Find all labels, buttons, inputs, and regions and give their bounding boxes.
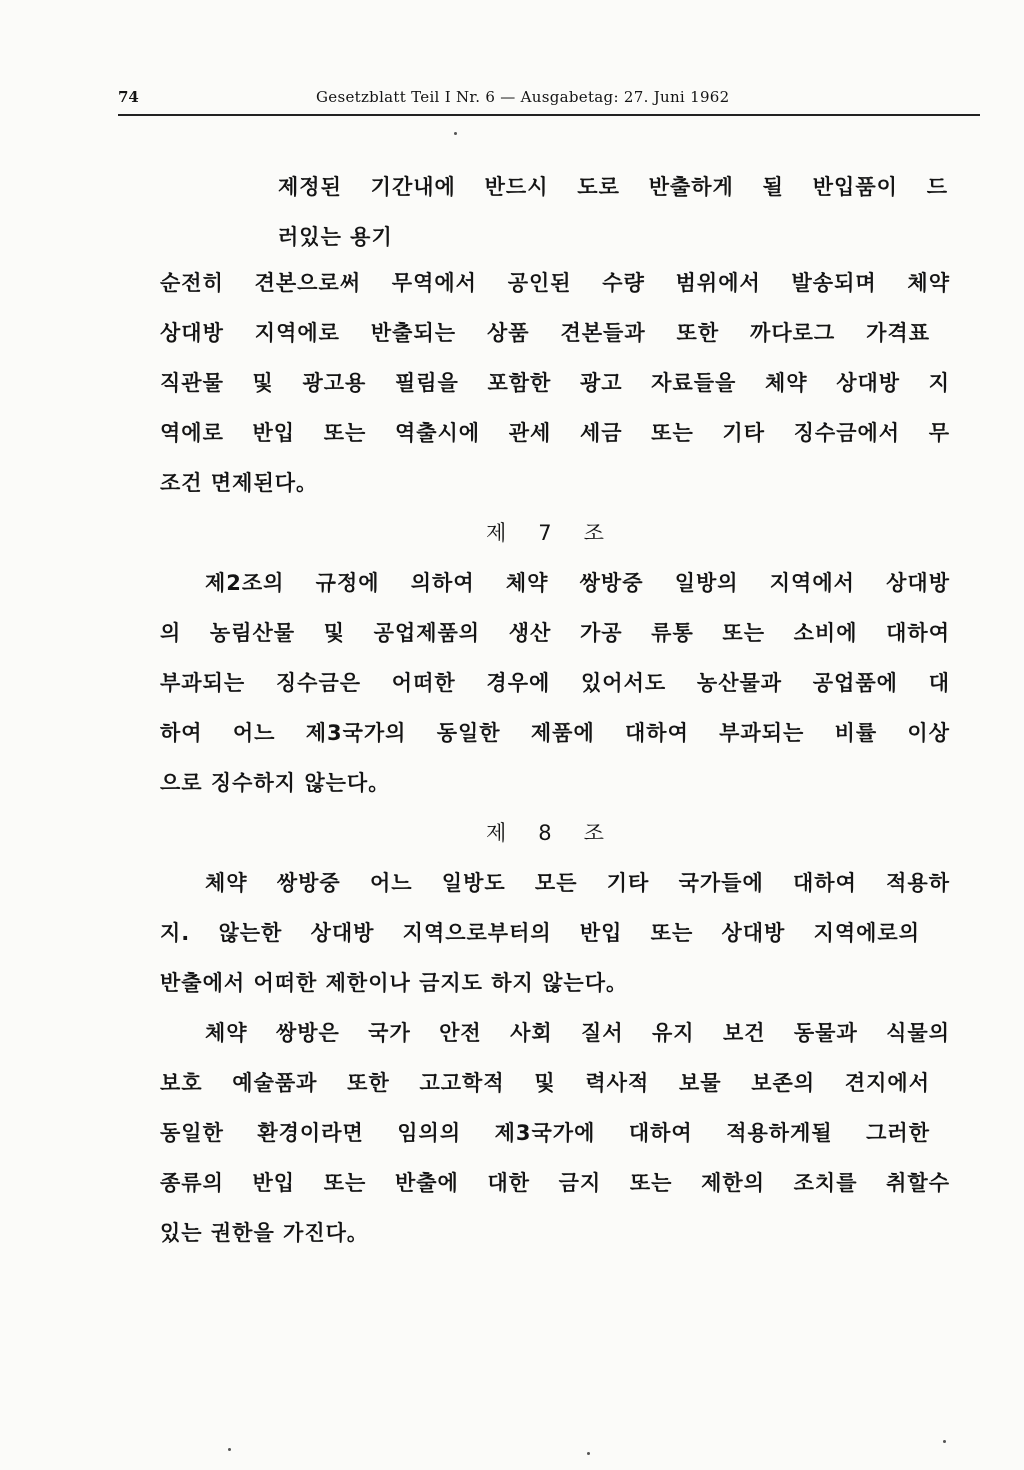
text-line: 제정된 기간내에 반드시 도로 반출하게 될 반입품이 드 bbox=[278, 175, 948, 199]
text-line: 제2조의 규정에 의하여 체약 쌍방중 일방의 지역에서 상대방 bbox=[205, 571, 950, 595]
text-line: 역에로 반입 또는 역출시에 관세 세금 또는 기타 징수금에서 무 bbox=[160, 421, 950, 445]
page-header bbox=[118, 88, 980, 110]
heading-suffix: 조 bbox=[583, 521, 606, 545]
article-8-heading bbox=[486, 818, 606, 848]
text-line: 러있는 용기 bbox=[278, 225, 393, 249]
text-line: 으로 징수하지 않는다。 bbox=[160, 771, 391, 795]
text-line: 하여 어느 제3국가의 동일한 제품에 대하여 부과되는 비률 이상 bbox=[160, 721, 950, 745]
text-line: 반출에서 어떠한 제한이나 금지도 하지 않는다。 bbox=[160, 971, 628, 995]
text-line: 지. 않는한 상대방 지역으로부터의 반입 또는 상대방 지역에로의 bbox=[160, 921, 920, 945]
text-line: 부과되는 징수금은 어떠한 경우에 있어서도 농산물과 공업품에 대 bbox=[160, 671, 950, 695]
scan-speck bbox=[454, 132, 457, 135]
heading-number: 7 bbox=[538, 521, 554, 545]
page-number: 74 bbox=[118, 88, 139, 106]
scan-speck bbox=[943, 1440, 946, 1443]
text-line: 상대방 지역에로 반출되는 상품 견본들과 또한 까다로그 가격표 bbox=[160, 321, 930, 345]
heading-prefix: 제 bbox=[486, 521, 509, 545]
heading-suffix: 조 bbox=[583, 821, 606, 845]
text-line: 보호 예술품과 또한 고고학적 및 력사적 보물 보존의 견지에서 bbox=[160, 1071, 930, 1095]
text-line: 직관물 및 광고용 필림을 포함한 광고 자료들을 체약 상대방 지 bbox=[160, 371, 950, 395]
text-line: 체약 쌍방은 국가 안전 사회 질서 유지 보건 동물과 식물의 bbox=[205, 1021, 950, 1045]
text-line: 있는 권한을 가진다。 bbox=[160, 1221, 369, 1245]
text-line: 의 농림산물 및 공업제품의 생산 가공 류통 또는 소비에 대하여 bbox=[160, 621, 950, 645]
running-title: Gesetzblatt Teil I Nr. 6 — Ausgabetag: 27. Juni 1962 bbox=[316, 88, 730, 106]
text-line: 체약 쌍방중 어느 일방도 모든 기타 국가들에 대하여 적용하 bbox=[205, 871, 950, 895]
scan-speck bbox=[228, 1448, 231, 1451]
heading-prefix: 제 bbox=[486, 821, 509, 845]
scan-speck bbox=[587, 1452, 590, 1455]
heading-number: 8 bbox=[538, 821, 554, 845]
text-line: 순전히 견본으로써 무역에서 공인된 수량 범위에서 발송되며 체약 bbox=[160, 271, 950, 295]
text-line: 동일한 환경이라면 임의의 제3국가에 대하여 적용하게될 그러한 bbox=[160, 1121, 930, 1145]
text-line: 종류의 반입 또는 반출에 대한 금지 또는 제한의 조치를 취할수 bbox=[160, 1171, 950, 1195]
text-line: 조건 면제된다。 bbox=[160, 471, 319, 495]
header-rule bbox=[118, 114, 980, 116]
article-7-heading bbox=[486, 518, 606, 548]
